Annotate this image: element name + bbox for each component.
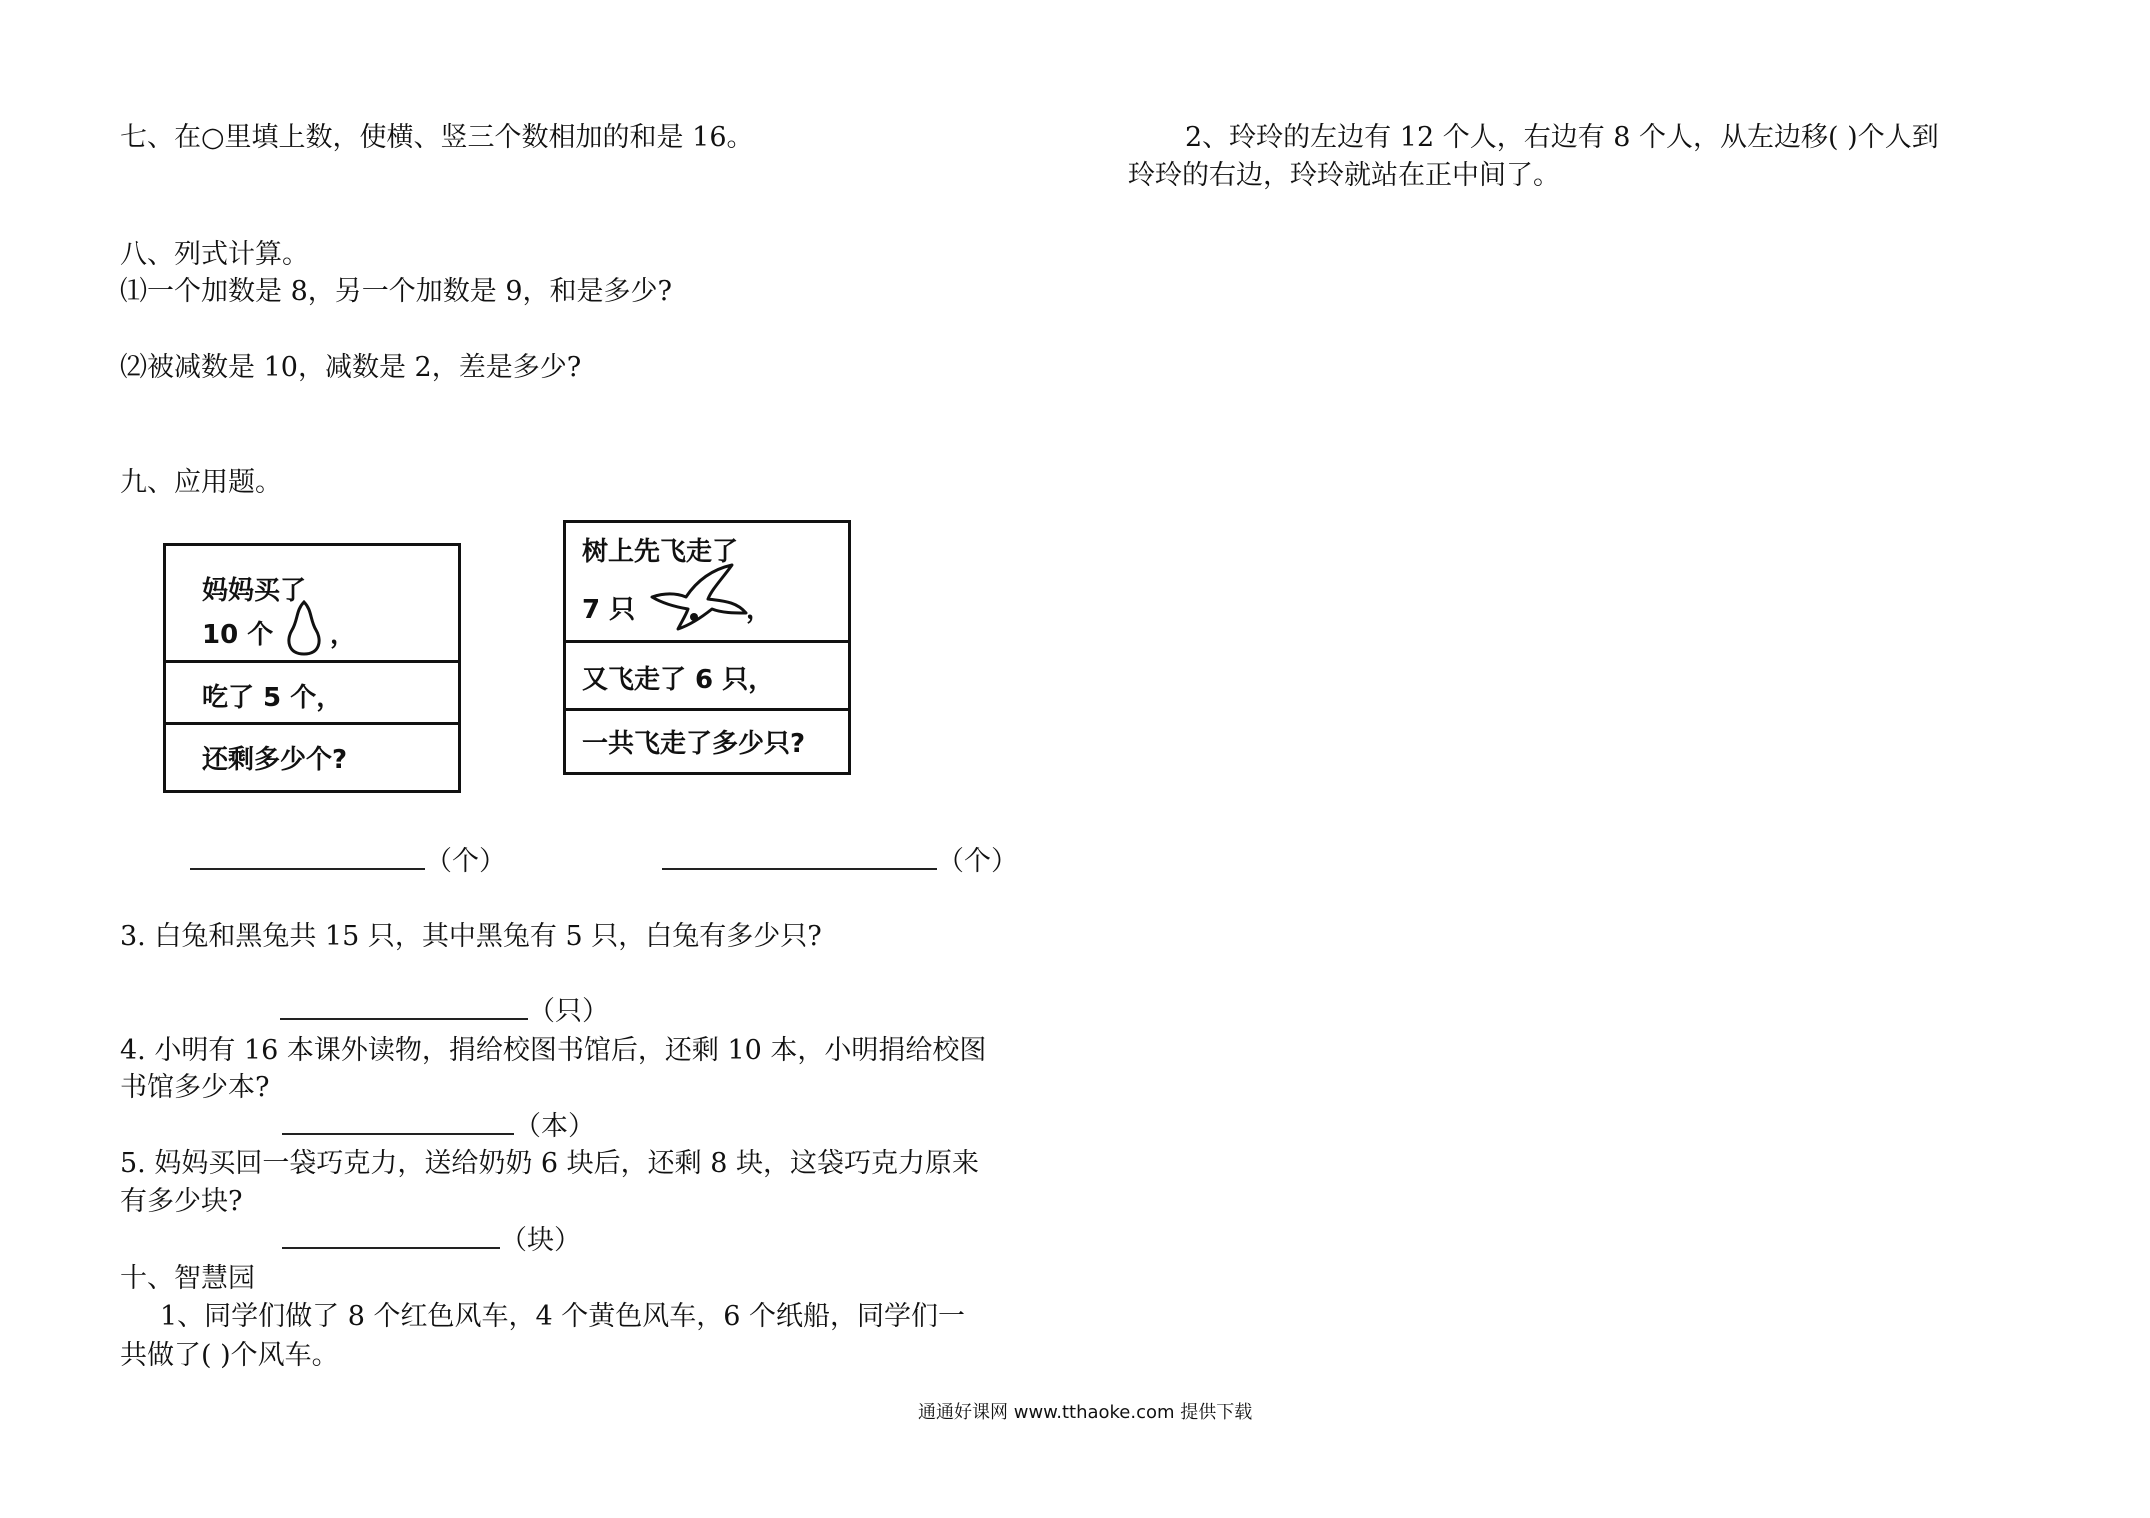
box2-line2-prefix: 7 只 [582, 595, 636, 625]
box2-line1: 树上先飞走了 [582, 537, 739, 567]
box1-line1: 妈妈买了 [202, 576, 307, 606]
q8-item-1: ⑴一个加数是 8，另一个加数是 9，和是多少? [120, 276, 672, 307]
box1-answer-line[interactable] [190, 844, 425, 870]
pear-icon [280, 598, 328, 658]
box2-answer-unit: （个） [937, 846, 1018, 877]
p5-line2: 有多少块? [120, 1186, 243, 1217]
box2-row-3 [566, 708, 848, 772]
q10-p1-line2: 共做了( )个风车。 [120, 1340, 339, 1371]
box1-answer-unit: （个） [425, 846, 506, 877]
q8-title: 八、列式计算。 [120, 239, 309, 270]
p4-line2: 书馆多少本? [120, 1072, 270, 1103]
p3-text: 3. 白兔和黑兔共 15 只，其中黑兔有 5 只，白兔有多少只? [120, 921, 822, 952]
p5-answer [282, 1222, 581, 1260]
q7-text: 七、在○里填上数，使横、竖三个数相加的和是 16。 [120, 122, 754, 153]
p4-answer [282, 1108, 595, 1146]
problem-box-2 [563, 520, 851, 775]
q8-item-2: ⑵被减数是 10，减数是 2，差是多少? [120, 352, 582, 383]
q10-p1-line1: 1、同学们做了 8 个红色风车，4 个黄色风车，6 个纸船，同学们一 [160, 1301, 966, 1332]
p5-answer-line[interactable] [282, 1223, 500, 1249]
p5-line1: 5. 妈妈买回一袋巧克力，送给奶奶 6 块后，还剩 8 块，这袋巧克力原来 [120, 1148, 980, 1179]
q9-title: 九、应用题。 [120, 467, 282, 498]
box2-row-2 [566, 640, 848, 711]
box2-row-1 [566, 523, 848, 640]
box2-row2-text: 又飞走了 6 只， [582, 665, 775, 695]
q10-p2-line2: 玲玲的右边，玲玲就站在正中间了。 [1128, 160, 1560, 191]
box2-answer [662, 843, 1018, 881]
q10-p2-line1: 2、玲玲的左边有 12 个人，右边有 8 个人，从左边移( )个人到 [1185, 122, 1939, 153]
p3-answer-unit: （只） [528, 996, 609, 1027]
box1-row-1 [166, 546, 458, 660]
box1-row2-text: 吃了 5 个， [202, 683, 343, 713]
problem-box-1 [163, 543, 461, 793]
p3-answer [280, 993, 609, 1031]
bird-icon [642, 557, 752, 632]
box1-answer [190, 843, 506, 881]
box1-row3-text: 还剩多少个? [202, 745, 348, 775]
box2-line2-suffix: ， [746, 595, 773, 625]
p3-answer-line[interactable] [280, 994, 528, 1020]
box1-row-2 [166, 660, 458, 725]
p5-answer-unit: （块） [500, 1225, 581, 1256]
box1-line2-prefix: 10 个 [202, 620, 274, 650]
box1-row-3 [166, 722, 458, 790]
box2-answer-line[interactable] [662, 844, 937, 870]
q10-title: 十、智慧园 [120, 1263, 255, 1294]
p4-line1: 4. 小明有 16 本课外读物，捐给校图书馆后，还剩 10 本，小明捐给校图 [120, 1035, 987, 1066]
p4-answer-unit: （本） [514, 1111, 595, 1142]
box2-row3-text: 一共飞走了多少只? [582, 729, 806, 759]
box1-line2-suffix: ， [330, 620, 357, 650]
p4-answer-line[interactable] [282, 1109, 514, 1135]
page-footer: 通通好课网 www.tthaoke.com 提供下载 [918, 1402, 1253, 1423]
